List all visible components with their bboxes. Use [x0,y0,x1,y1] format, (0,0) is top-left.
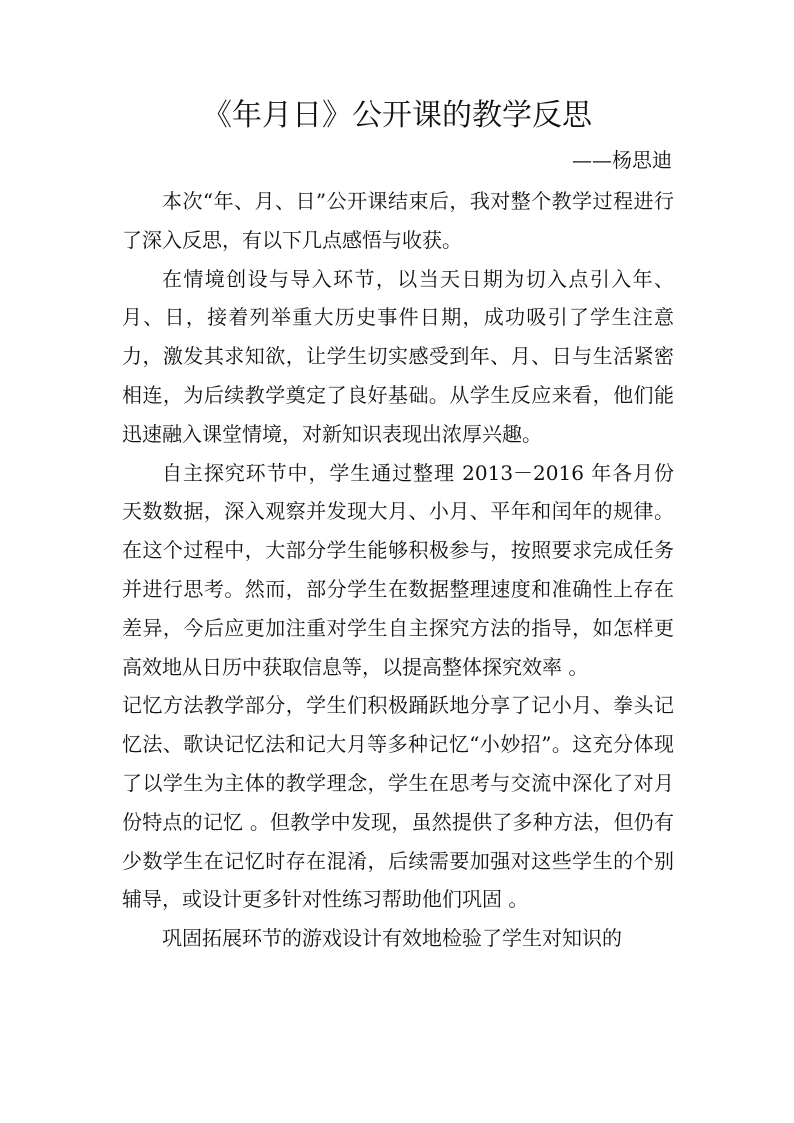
page-title: 《年月日》公开课的教学反思 [202,98,592,133]
paragraph-situation: 在情境创设与导入环节，以当天日期为切入点引入年、月、日，接着列举重大历史事件日期，成功吸引了学生注意力，激发其求知欲，让学生切实感受到年、月、日与生活紧密相连，为后续教学奠定了良好基础。从学生反应来看，他们能迅速融入课堂情境，对新知识表现出浓厚兴趣。 [122,266,674,446]
paragraph-intro: 本次“年、月、日”公开课结束后，我对整个教学过程进行了深入反思，有以下几点感悟与收获。 [122,189,674,252]
document-body [122,182,674,958]
paragraph-consolidation: 巩固拓展环节的游戏设计有效地检验了学生对知识的 [162,926,622,951]
author-line: ——杨思迪 [572,148,672,172]
paragraph-memory: 记忆方法教学部分，学生们积极踊跃地分享了记小月、拳头记忆法、歌诀记忆法和记大月等多种记忆“小妙招”。这充分体现了以学生为主体的教学理念，学生在思考与交流中深化了对月份特点的记忆 。但教学中发现，虽然提供了多种方法，但仍有少数学生在记忆时存在混淆，后续需要加强对这些学生的个别辅导，或设计更多针对性练习帮助他们巩固 。 [122,693,674,912]
paragraph-inquiry: 自主探究环节中，学生通过整理 2013－2016 年各月份天数数据，深入观察并发现大月、小月、平年和闰年的规律。在这个过程中，大部分学生能够积极参与，按照要求完成任务并进行思考。然而，部分学生在数据整理速度和准确性上存在差异，今后应更加注重对学生自主探究方法的指导，如怎样更高效地从日历中获取信息等，以提高整体探究效率 。 [122,460,674,679]
